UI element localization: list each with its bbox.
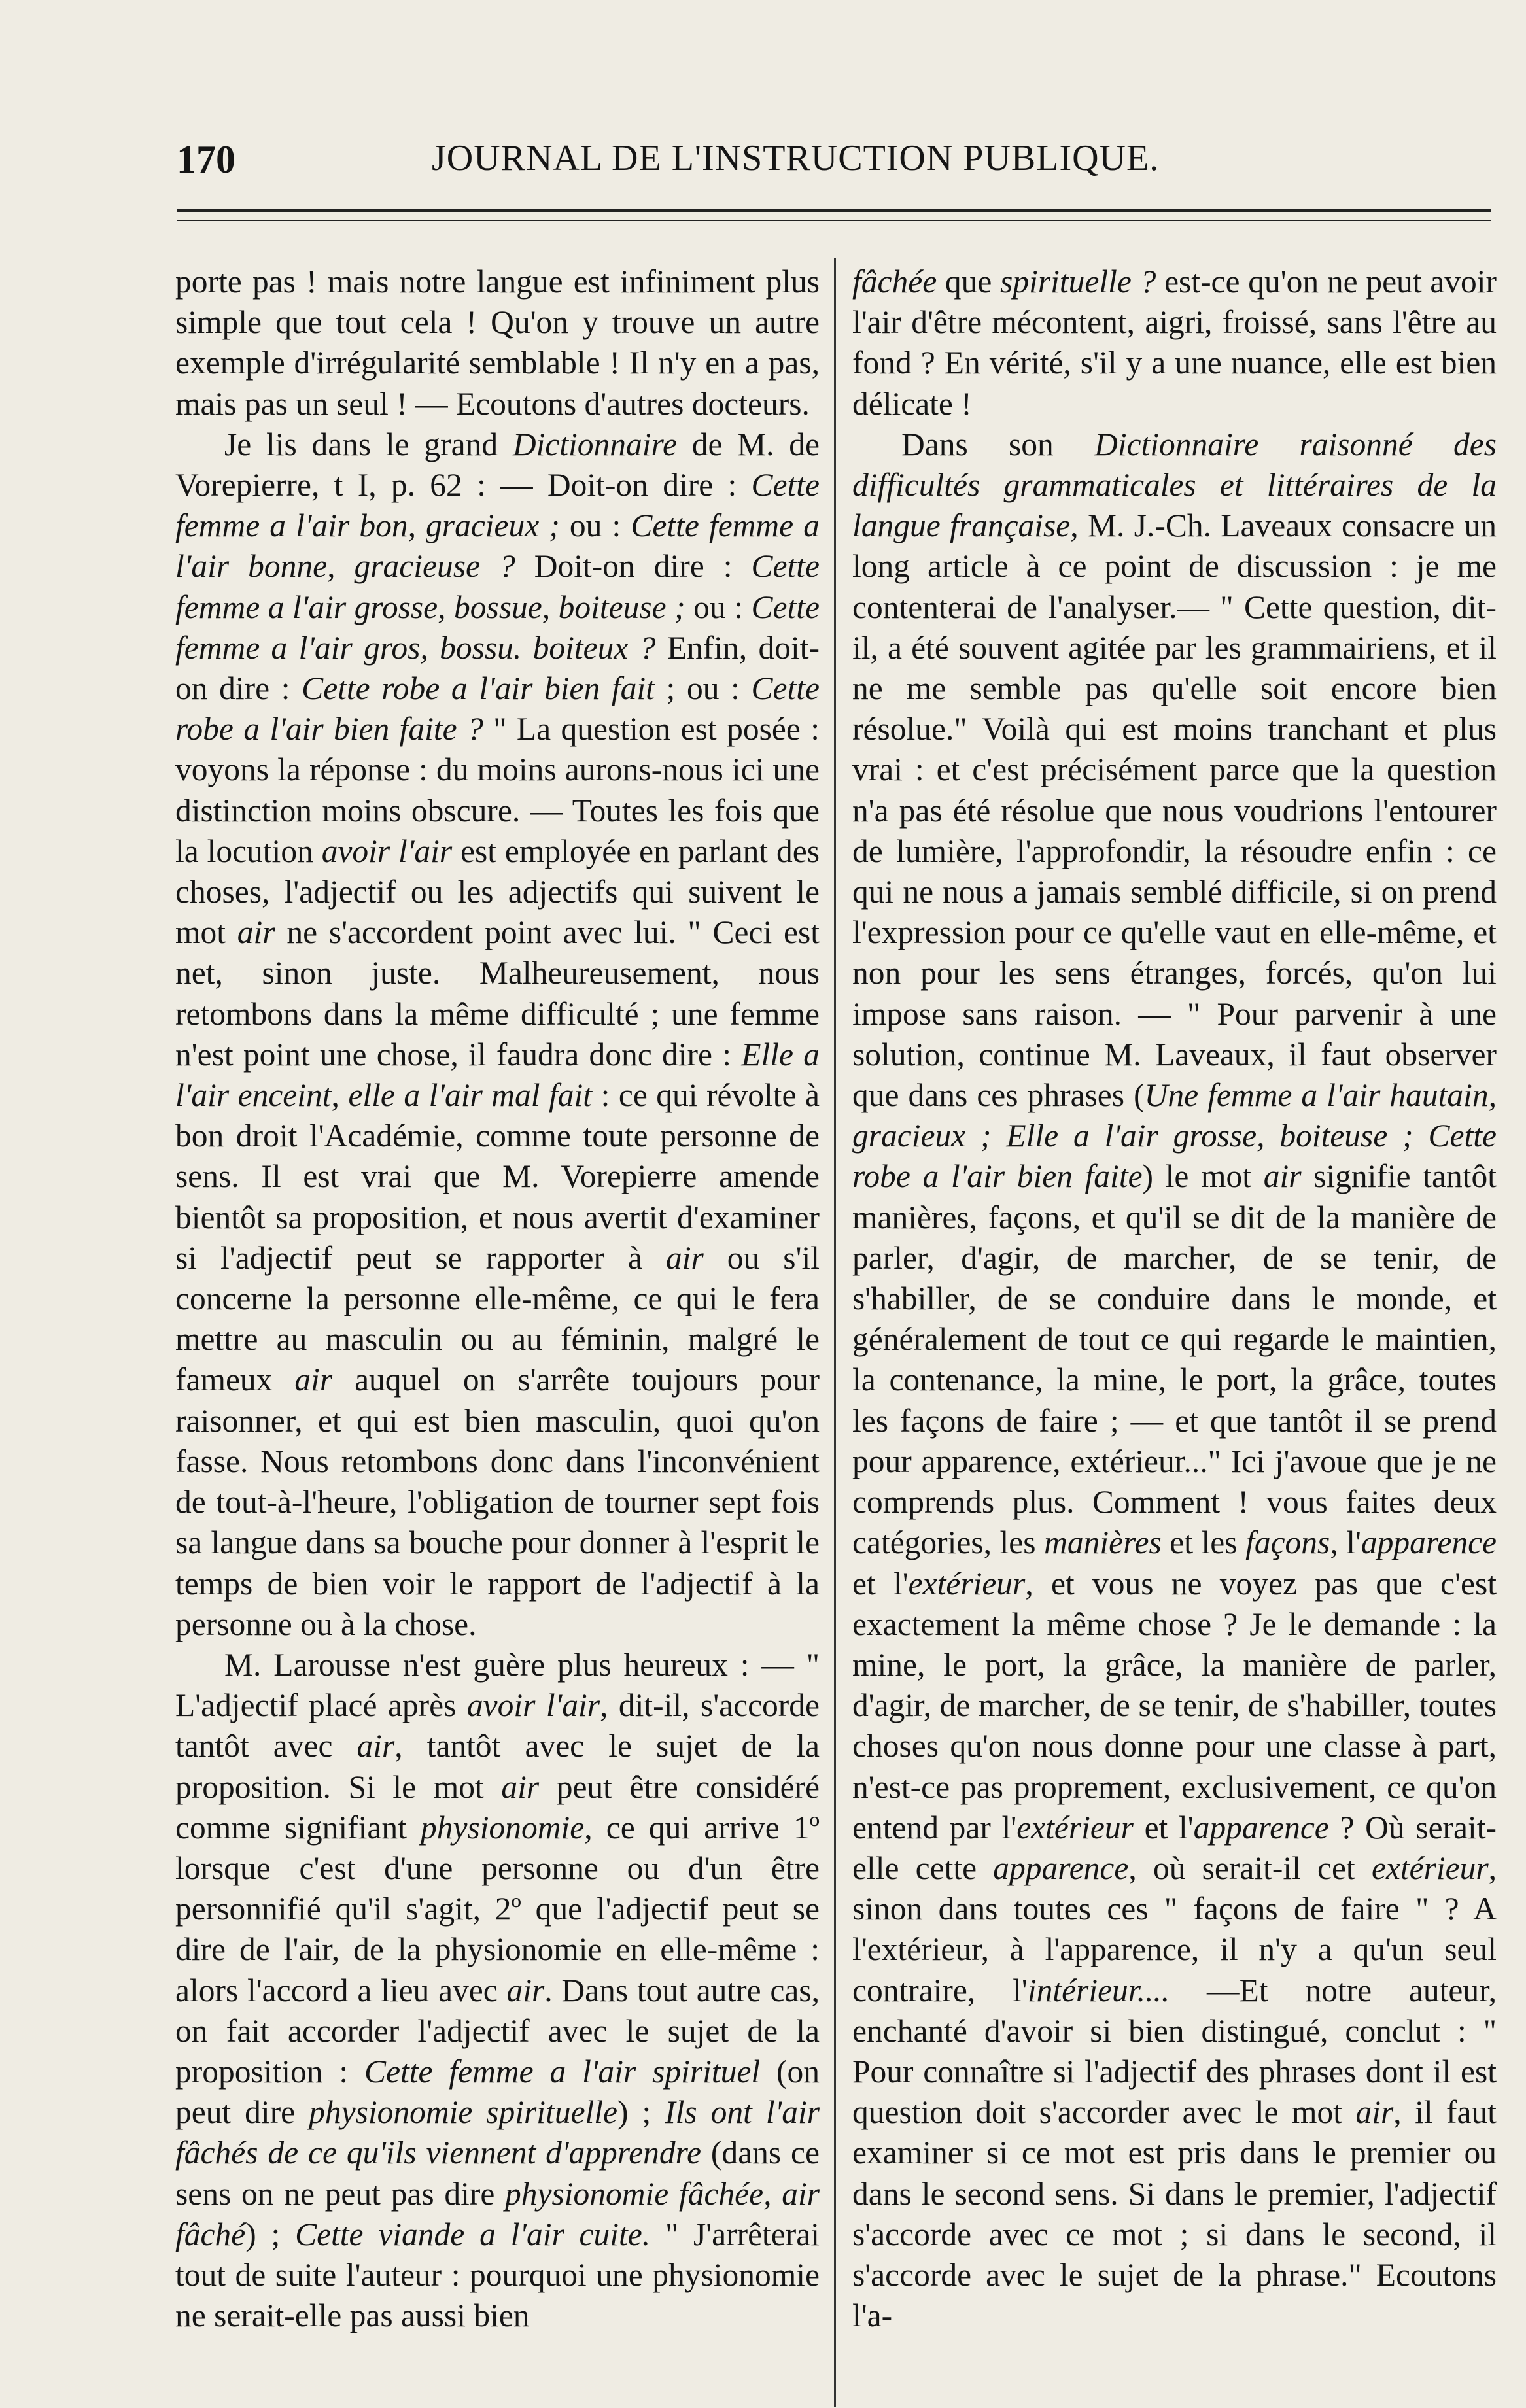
column-divider xyxy=(834,258,836,2407)
page-number: 170 xyxy=(177,138,235,181)
paragraph: Dans son Dictionnaire raisonné des difficultés grammaticales et littéraires de la langue française, M. J.-Ch. Laveaux consacre un long article à ce point de discussion : je me contenterai de l'analyser.— " Cette question, dit-il, a été souvent agitée par les grammairiens, et il ne me semble pas qu'elle soit encore bien résolue." Voilà qui est moins tranchant et plus vrai : et c'est précisément parce que la question n'a pas été résolue que nous voudrions l'entourer de lumière, l'approfondir, la résoudre enfin : ce qui ne nous a jamais semblé difficile, si on prend l'expression pour ce qu'elle vaut en elle-même, et non pour les sens étranges, forcés, qu'on lui impose sans raison. — " Pour parvenir à une solution, continue M. Laveaux, il faut observer que dans ces phrases (Une femme a l'air hautain, gracieux ; Elle a l'air grosse, boiteuse ; Cette robe a l'air bien faite) le mot air signifie tantôt manières, façons, et qu'il se dit de la manière de parler, d'agir, de marcher, de se tenir, de s'habiller, de se conduire dans le monde, et généralement de tout ce qui regarde le maintien, la contenance, la mine, le port, la grâce, toutes les façons de faire ; — et que tantôt il se prend pour apparence, extérieur..." Ici j'avoue que je ne comprends plus. Comment ! vous faites deux catégories, les manières et les façons, l'apparence et l'extérieur, et vous ne voyez pas que c'est exactement la même chose ? Je le demande : la mine, le port, la grâce, la manière de parler, d'agir, de marcher, de se tenir, de s'habiller, toutes choses qu'on nous donne pour une classe à part, n'est-ce pas proprement, exclusivement, ce qu'on entend par l'extérieur et l'apparence ? Où serait-elle cette apparence, où serait-il cet extérieur, sinon dans toutes ces " façons de faire " ? A l'extérieur, à l'apparence, il n'y a qu'un seul contraire, l'intérieur.... —Et notre auteur, enchanté d'avoir si bien distingué, conclut : " Pour connaître si l'adjectif des phrases dont il est question doit s'accorder avec le mot air, il faut examiner si ce mot est pris dans le premier ou dans le second sens. Si dans le premier, l'adjectif s'accorde avec ce mot ; si dans le second, il s'accorde avec le sujet de la phrase." Ecoutons l'a- xyxy=(852,426,1497,2334)
paragraph: fâchée que spirituelle ? est-ce qu'on ne peut avoir l'air d'être mécontent, aigri, froissé, sans l'être au fond ? En vérité, s'il y a une nuance, elle est bien délicate ! xyxy=(852,264,1497,422)
running-title: JOURNAL DE L'INSTRUCTION PUBLIQUE. xyxy=(432,138,1160,179)
right-column xyxy=(852,262,1497,2336)
header-rule xyxy=(177,209,1491,221)
left-column xyxy=(175,262,820,2336)
paragraph: Je lis dans le grand Dictionnaire de M. de Vorepierre, t I, p. 62 : — Doit-on dire : Cette femme a l'air bon, gracieux ; ou : Cette femme a l'air bonne, gracieuse ? Doit-on dire : Cette femme a l'air grosse, bossue, boiteuse ; ou : Cette femme a l'air gros, bossu. boiteux ? Enfin, doit-on dire : Cette robe a l'air bien fait ; ou : Cette robe a l'air bien faite ? " La question est posée : voyons la réponse : du moins aurons-nous ici une distinction moins obscure. — Toutes les fois que la locution avoir l'air est employée en parlant des choses, l'adjectif ou les adjectifs qui suivent le mot air ne s'accordent point avec lui. " Ceci est net, sinon juste. Malheureusement, nous retombons dans la même difficulté ; une femme n'est point une chose, il faudra donc dire : Elle a l'air enceint, elle a l'air mal fait : ce qui révolte à bon droit l'Académie, comme toute personne de sens. Il est vrai que M. Vorepierre amende bientôt sa proposition, et nous avertit d'examiner si l'adjectif peut se rapporter à air ou s'il concerne la personne elle-même, ce qui le fera mettre au masculin ou au féminin, malgré le fameux air auquel on s'arrête toujours pour raisonner, et qui est bien masculin, quoi qu'on fasse. Nous retombons donc dans l'inconvénient de tout-à-l'heure, l'obligation de tourner sept fois sa langue dans sa bouche pour donner à l'esprit le temps de bien voir le rapport de l'adjectif à la personne ou à la chose. xyxy=(175,426,820,1642)
paragraph: M. Larousse n'est guère plus heureux : — " L'adjectif placé après avoir l'air, dit-il, s'accorde tantôt avec air, tantôt avec le sujet de la proposition. Si le mot air peut être considéré comme signifiant physionomie, ce qui arrive 1º lorsque c'est d'une personne ou d'un être personnifié qu'il s'agit, 2º que l'adjectif peut se dire de l'air, de la physionomie en elle-même : alors l'accord a lieu avec air. Dans tout autre cas, on fait accorder l'adjectif avec le sujet de la proposition : Cette femme a l'air spirituel (on peut dire physionomie spirituelle) ; Ils ont l'air fâchés de ce qu'ils viennent d'apprendre (dans ce sens on ne peut pas dire physionomie fâchée, air fâché) ; Cette viande a l'air cuite. " J'arrêterai tout de suite l'auteur : pourquoi une physionomie ne serait-elle pas aussi bien xyxy=(175,1646,820,2334)
paragraph: porte pas ! mais notre langue est infiniment plus simple que tout cela ! Qu'on y trouve un autre exemple d'irrégularité semblable ! Il n'y en a pas, mais pas un seul ! — Ecoutons d'autres docteurs. xyxy=(175,264,820,422)
running-header xyxy=(177,137,1223,190)
